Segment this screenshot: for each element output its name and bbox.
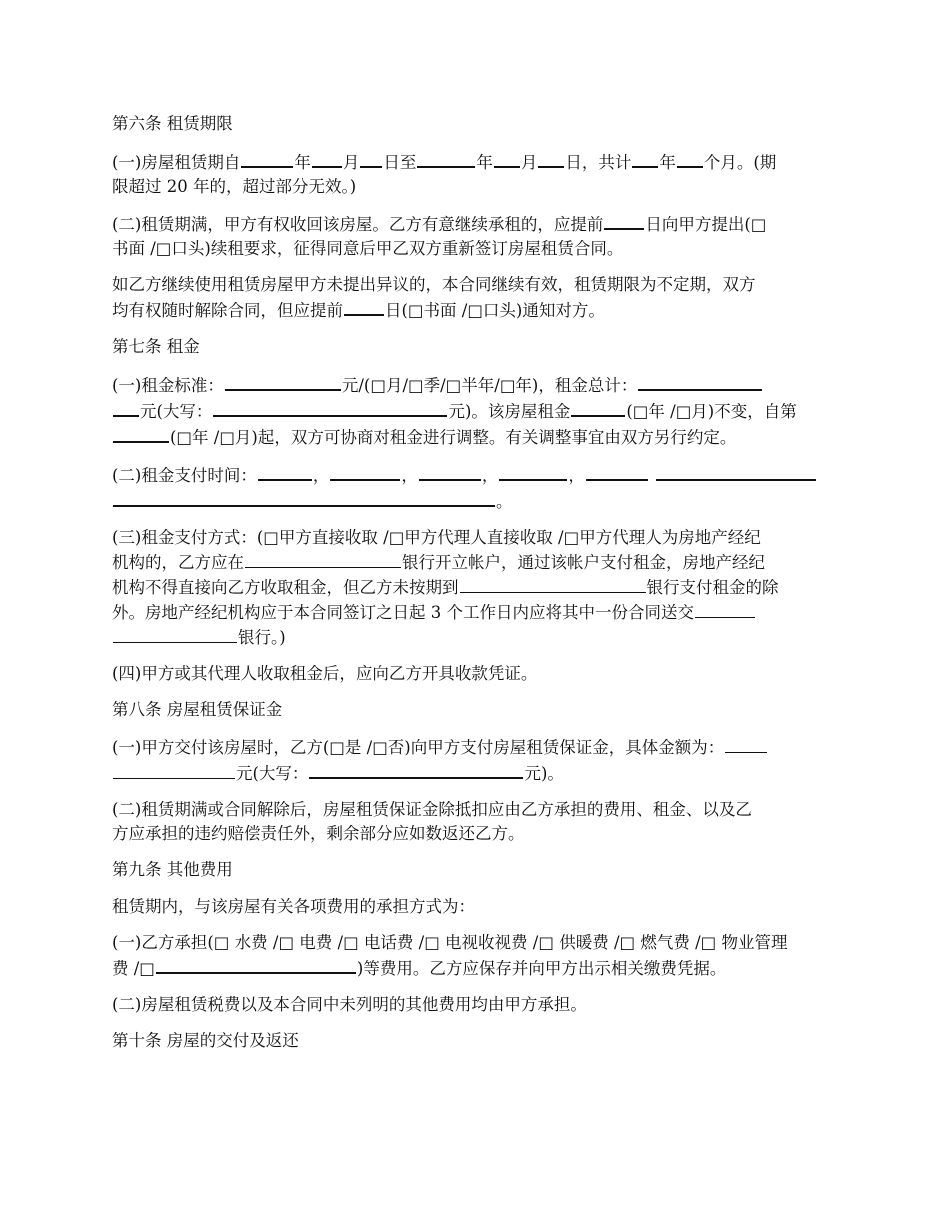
blank-field[interactable] [330,462,400,481]
clause-text: 方应承担的违约赔偿责任外，剩余部分应如数返还乙方。 [112,824,525,843]
blank-field[interactable] [460,575,646,593]
separator: ， [312,466,330,485]
separator: ， [481,466,499,485]
blank-field[interactable] [656,462,816,481]
contract-page [112,112,842,1066]
blank-field[interactable] [417,149,475,168]
article-8-clause-1 [112,735,842,786]
article-9-intro: 租赁期内，与该房屋有关各项费用的承担方式为： [112,897,475,916]
article-7-clause-2 [112,462,842,514]
clause-text: 日向甲方提出(□ [645,215,767,234]
clause-text: 元(大写： [140,402,213,421]
article-7-title: 第七条 租金 [112,337,200,356]
article-6-clause-2 [112,211,842,261]
blank-field[interactable] [499,462,567,481]
clause-text: 元)。该房屋租金 [448,402,571,421]
blank-field[interactable] [309,760,523,779]
clause-text: 均有权随时解除合同，但应提前 [112,301,343,320]
clause-text: 月 [342,153,360,172]
article-9-title: 第九条 其他费用 [112,860,233,879]
blank-field[interactable] [113,488,495,507]
separator: ， [401,466,418,485]
clause-text: 年 [476,153,493,172]
clause-text: 元)。 [524,764,564,783]
blank-field[interactable] [677,149,703,168]
article-7-clause-3 [112,526,842,650]
clause-text: 如乙方继续使用租赁房屋甲方未提出异议的，本合同继续有效，租赁期限为不定期，双方 [112,275,756,294]
clause-text: 限超过 20 年的，超过部分无效。) [112,177,357,196]
clause-text: 费 /□ [112,959,155,978]
article-10-title: 第十条 房屋的交付及返还 [112,1031,299,1050]
clause-text: (一)租金标准： [112,376,224,395]
blank-field[interactable] [113,625,237,643]
blank-field[interactable] [419,462,481,481]
clause-text: (□年 /□月)不变，自第 [626,402,797,421]
blank-field[interactable] [494,149,520,168]
blank-field[interactable] [225,372,341,391]
blank-field[interactable] [156,955,356,974]
blank-field[interactable] [245,550,401,568]
clause-text: (一)房屋租赁期自 [112,153,241,172]
blank-field[interactable] [213,398,447,417]
article-9-clause-1 [112,931,842,981]
clause-text: (二)租赁期满或合同解除后，房屋租赁保证金除抵扣应由乙方承担的费用、租金、以及乙 [112,800,752,819]
article-7-clause-1 [112,372,842,450]
article-6-clause-1 [112,149,842,199]
blank-field[interactable] [113,424,169,443]
article-6-clause-3 [112,273,842,323]
blank-field[interactable] [571,398,625,417]
clause-text: 银行。) [238,628,286,647]
blank-field[interactable] [312,149,342,168]
blank-field[interactable] [113,761,235,779]
clause-text: (二)租赁期满，甲方有权收回该房屋。乙方有意继续承租的，应提前 [112,215,604,234]
clause-text: 银行开立帐户，通过该帐户支付租金，房地产经纪 [402,553,765,572]
clause-text: (□年 /□月)起，双方可协商对租金进行调整。有关调整事宜由双方另行约定。 [170,428,737,447]
blank-field[interactable] [604,211,644,230]
clause-text: 年 [294,153,311,172]
clause-text: 银行支付租金的除 [646,578,779,597]
blank-field[interactable] [586,462,648,481]
blank-field[interactable] [258,462,312,481]
clause-text: 元(大写： [236,764,309,783]
blank-field[interactable] [725,735,767,753]
blank-field[interactable] [695,600,755,618]
blank-field[interactable] [113,398,139,417]
article-8-title: 第八条 房屋租赁保证金 [112,700,283,719]
clause-text: )等费用。乙方应保存并向甲方出示相关缴费凭据。 [356,959,727,978]
article-8-clause-2 [112,798,842,846]
article-9-clause-2: (二)房屋租赁税费以及本合同中未列明的其他费用均由甲方承担。 [112,995,587,1014]
article-6-title: 第六条 租赁期限 [112,114,233,133]
clause-text: (三)租金支付方式：(□甲方直接收取 /□甲方代理人直接收取 /□甲方代理人为房地产经纪 [112,528,761,547]
blank-field[interactable] [632,149,658,168]
blank-field[interactable] [344,297,384,316]
clause-text: 。 [496,492,513,511]
clause-text: 月 [520,153,538,172]
blank-field[interactable] [360,149,382,168]
separator: ， [568,466,585,485]
blank-field[interactable] [638,372,762,391]
clause-text: 日(□书面 /□口头)通知对方。 [385,301,605,320]
clause-text: (二)租金支付时间： [112,466,257,485]
clause-text: 外。房地产经纪机构应于本合同签订之日起 3 个工作日内应将其中一份合同送交 [112,603,694,622]
clause-text: 日至 [383,153,417,172]
blank-field[interactable] [538,149,564,168]
clause-text: 机构不得直接向乙方收取租金，但乙方未按期到 [112,578,459,597]
clause-text: 日，共计 [565,153,632,172]
article-7-clause-4: (四)甲方或其代理人收取租金后，应向乙方开具收款凭证。 [112,664,538,683]
clause-text: (一)甲方交付该房屋时，乙方(□是 /□否)向甲方支付房屋租赁保证金，具体金额为： [112,738,725,757]
clause-text: 年 [659,153,676,172]
clause-text: 元/(□月/□季/□半年/□年)，租金总计： [341,376,638,395]
blank-field[interactable] [241,149,293,168]
clause-text: (一)乙方承担(□ 水费 /□ 电费 /□ 电话费 /□ 电视收视费 /□ 供暖费 /□ 燃气费 /□ 物业管理 [112,933,788,952]
clause-text: 个月。(期 [703,153,777,172]
clause-text: 书面 /□口头)续租要求，征得同意后甲乙双方重新签订房屋租赁合同。 [112,239,624,258]
clause-text: 机构的，乙方应在 [112,553,244,572]
